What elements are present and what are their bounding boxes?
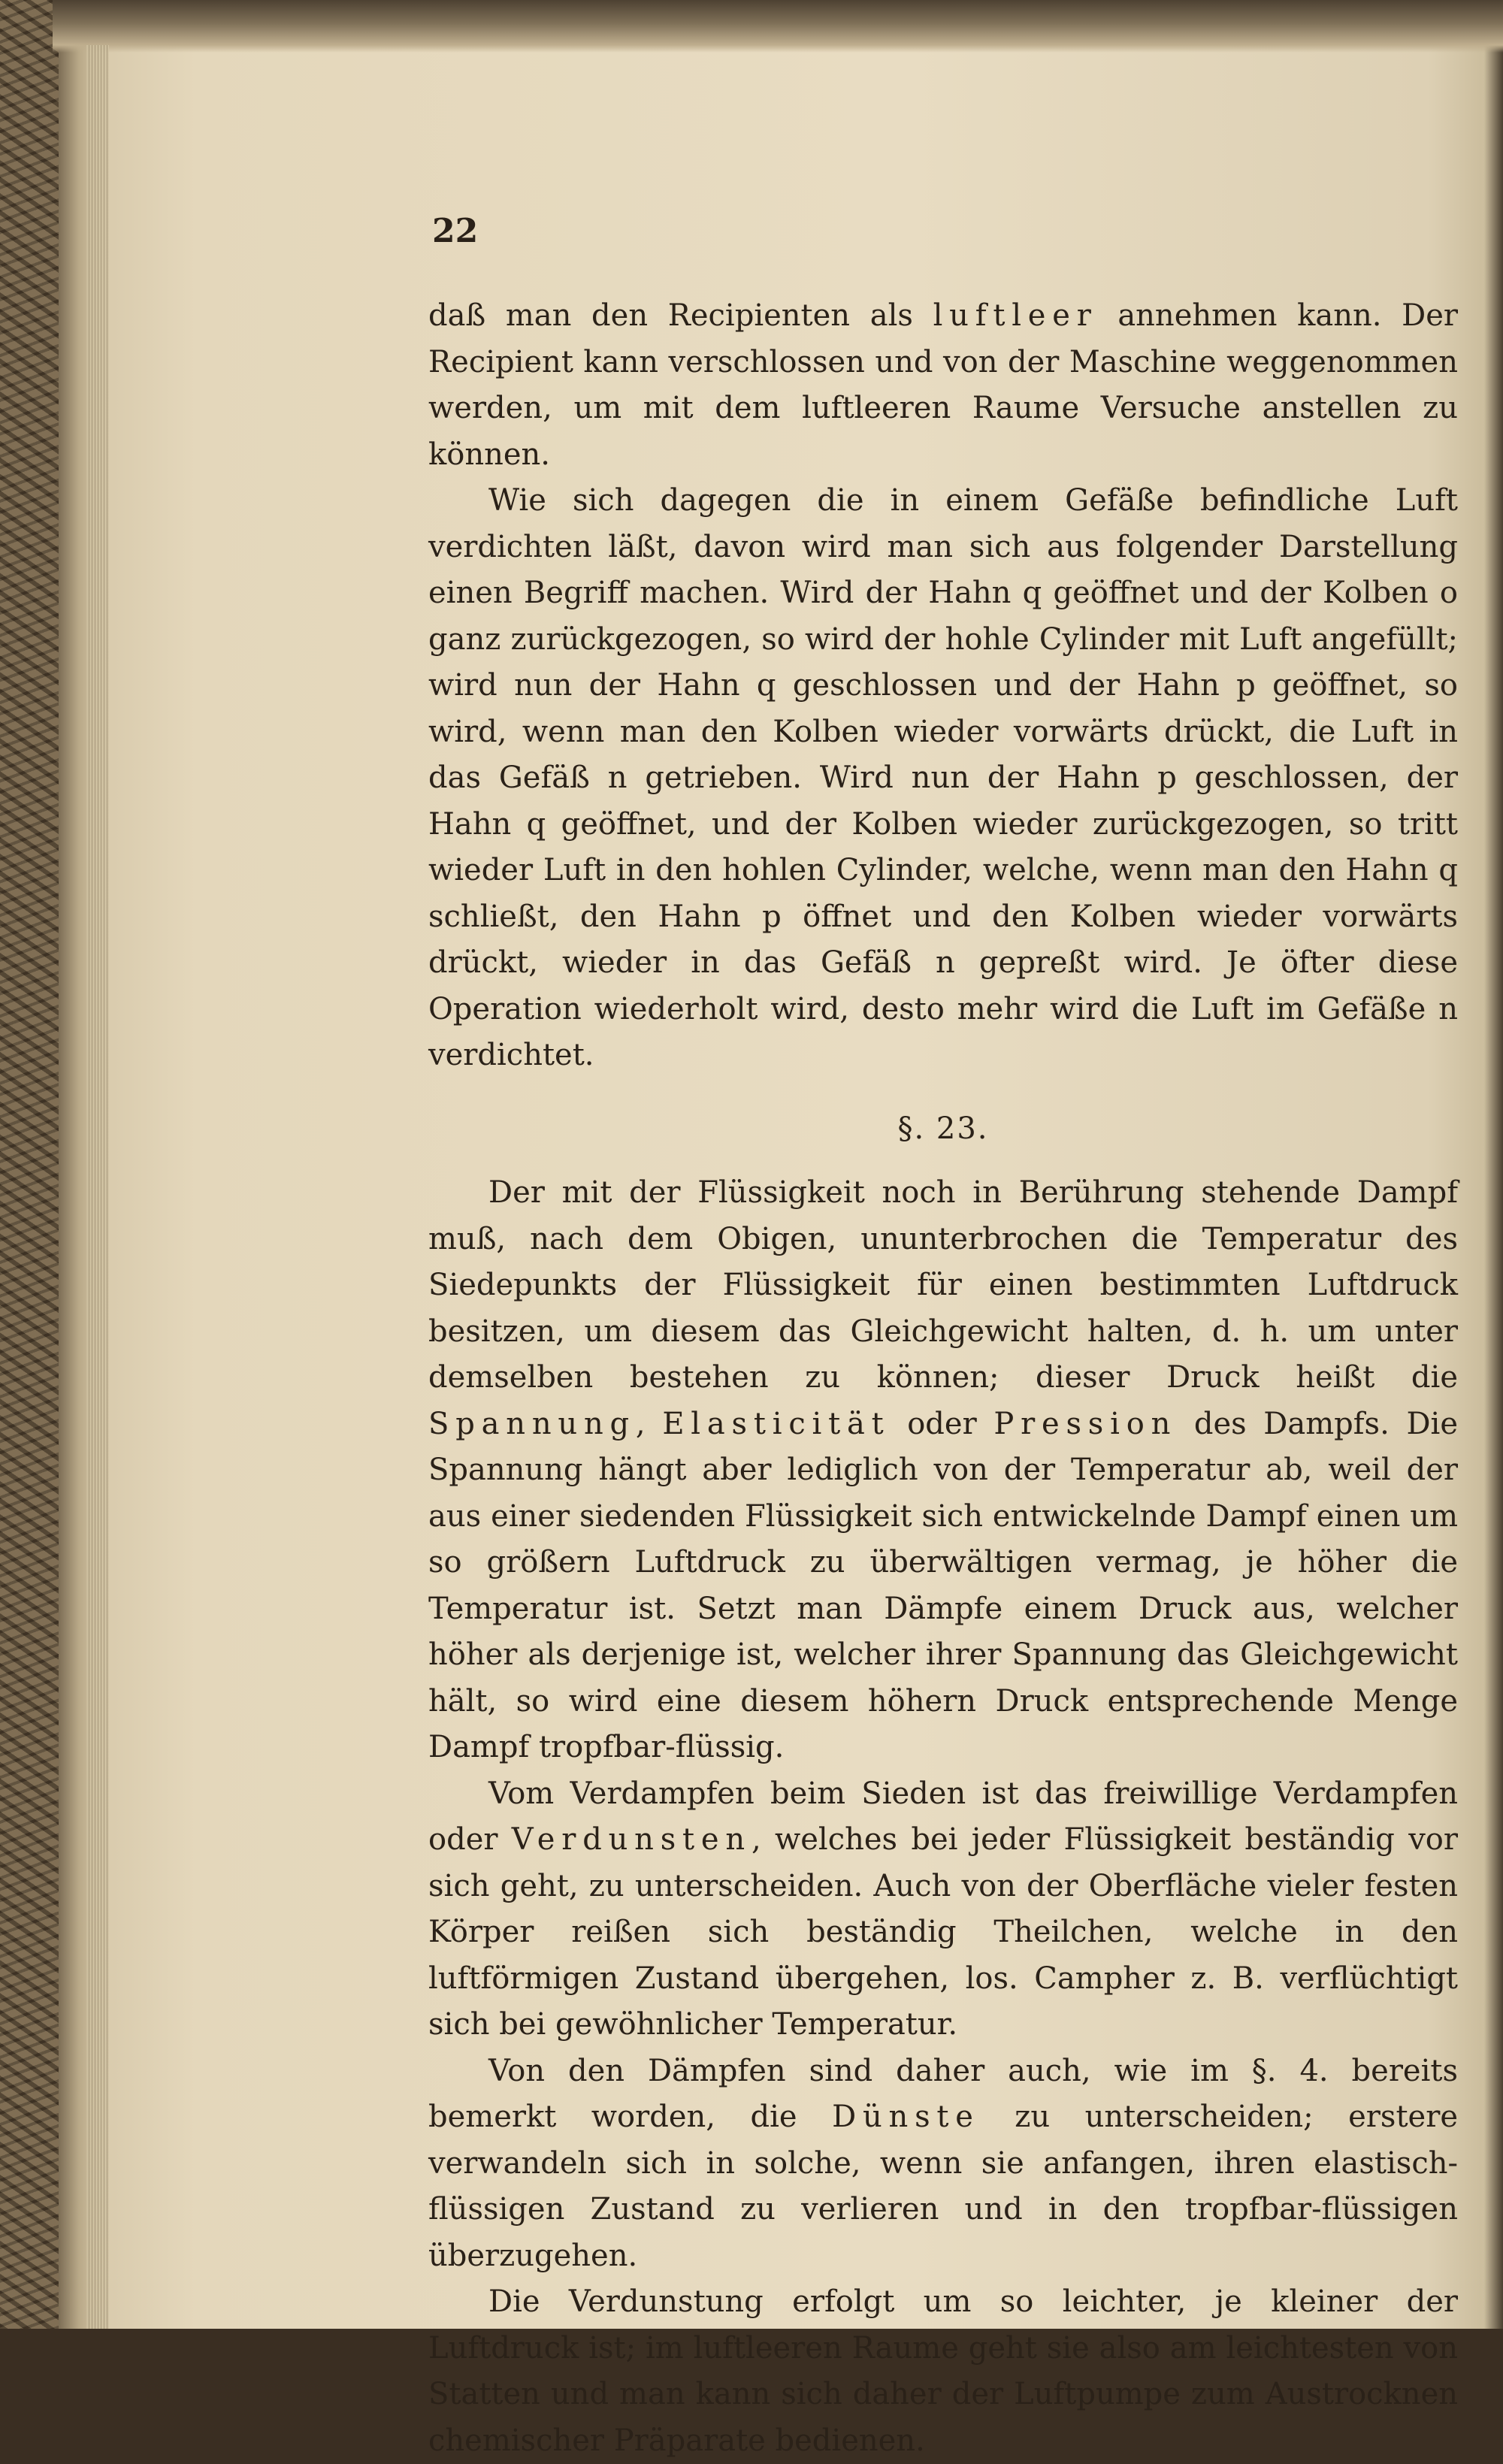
- spaced-term: Elasticität: [662, 1406, 891, 1441]
- paragraph-5: Von den Dämpfen sind daher auch, wie im §. 4. bereits bemerkt worden, die Dünste zu unterscheiden; erstere verwandeln sich in solche, wenn sie anfangen, ihren elastisch-flüssigen Zustand zu verlieren und in den tropfbar-flüssigen überzugehen.: [428, 2053, 1458, 2273]
- spaced-term: Pression: [993, 1406, 1178, 1441]
- spaced-term: Spannung: [428, 1406, 636, 1441]
- stacked-page-edges: [86, 45, 109, 2329]
- page-number: 22: [432, 212, 479, 250]
- top-page-edge: [53, 0, 1503, 53]
- paragraph-3: Der mit der Flüssigkeit noch in Berührung stehende Dampf muß, nach dem Obigen, ununterbrochen die Temperatur des Siedepunkts der Flüssigkeit für einen bestimmten Luftdruck besitzen, um diesem das Gleichgewicht halten, d. h. um unter demselben bestehen zu können; dieser Druck heißt die Spannung, Elasticität oder Pression des Dampfs. Die Spannung hängt aber lediglich von der Temperatur ab, weil der aus einer siedenden Flüssigkeit sich entwickelnde Dampf einen um so größern Luftdruck zu überwältigen vermag, je höher die Temperatur ist. Setzt man Dämpfe einem Druck aus, welcher höher als derjenige ist, welcher ihrer Spannung das Gleichgewicht hält, so wird eine diesem höhern Druck entsprechende Menge Dampf tropfbar-flüssig.: [428, 1175, 1459, 1764]
- paragraph-2: Wie sich dagegen die in einem Gefäße befindliche Luft verdichten läßt, davon wird man sich aus folgender Darstellung einen Begriff machen. Wird der Hahn q geöffnet und der Kolben o ganz zurückgezogen, so wird der hohle Cylinder mit Luft angefüllt; wird nun der Hahn q geschlossen und der Hahn p geöffnet, so wird, wenn man den Kolben wieder vorwärts drückt, die Luft in das Gefäß n getrieben. Wird nun der Hahn p geschlossen, der Hahn q geöffnet, und der Kolben wieder zurückgezogen, so tritt wieder Luft in den hohlen Cylinder, welche, wenn man den Hahn q schließt, den Hahn p öffnet und den Kolben wieder vorwärts drückt, wieder in das Gefäß n gepreßt wird. Je öfter diese Operation wiederholt wird, desto mehr wird die Luft im Gefäße n verdichtet.: [428, 483, 1458, 1072]
- page-body: [428, 293, 1458, 2464]
- spaced-term: luftleer: [933, 298, 1098, 333]
- marbled-cover-edge: [0, 0, 59, 2329]
- spaced-term: Dünste: [832, 2100, 980, 2134]
- paragraph-1: daß man den Recipienten als luftleer annehmen kann. Der Recipient kann verschlossen und von der Maschine weggenommen werden, um mit dem luftleeren Raume Versuche anstellen zu können.: [428, 298, 1458, 472]
- paragraph-6: Die Verdunstung erfolgt um so leichter, je kleiner der Luftdruck ist; im luftleeren Raume geht sie also am leichtesten von Statten und man kann sich daher der Luftpumpe zum Austrocknen chemischer Präparate bedienen.: [428, 2284, 1458, 2458]
- spaced-term: Verdunsten: [511, 1822, 752, 1857]
- section-heading: §. 23.: [897, 1111, 989, 1146]
- paragraph-4: Vom Verdampfen beim Sieden ist das freiwillige Verdampfen oder Verdunsten, welches bei jeder Flüssigkeit beständig vor sich geht, zu unterscheiden. Auch von der Oberfläche vieler festen Körper reißen sich beständig Theilchen, welche in den luftförmigen Zustand übergehen, los. Campher z. B. verflüchtigt sich bei gewöhnlicher Temperatur.: [428, 1776, 1458, 2042]
